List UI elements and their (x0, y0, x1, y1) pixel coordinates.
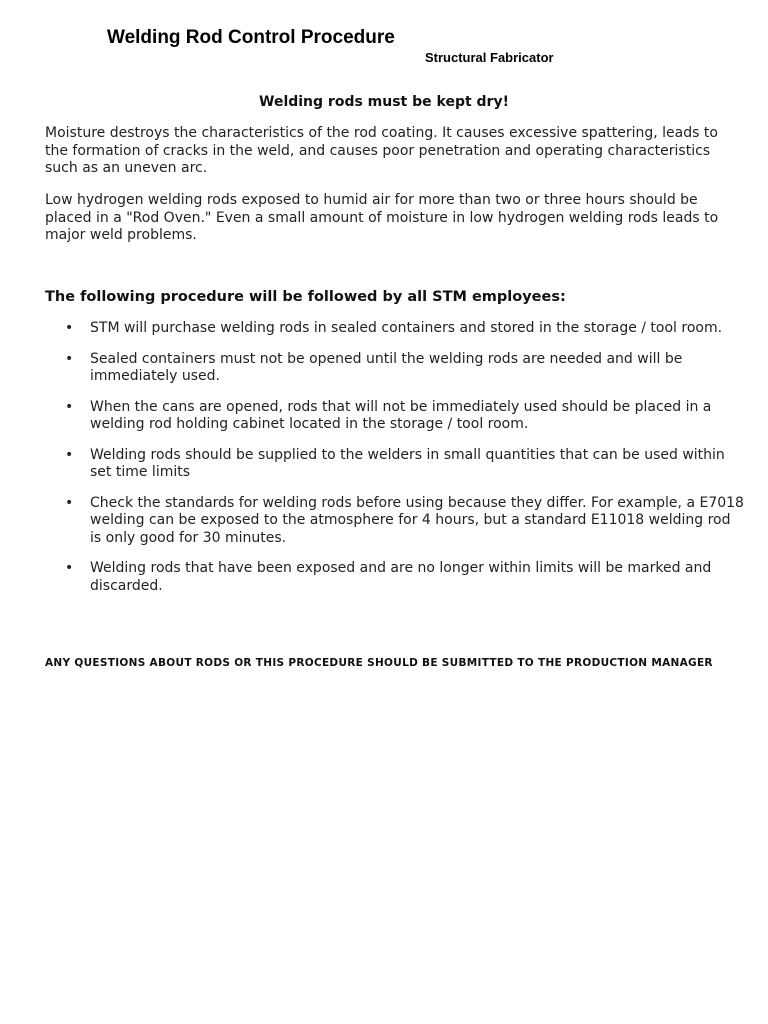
procedure-list (60, 320, 745, 608)
list-item (60, 447, 745, 482)
document-title: Welding Rod Control Procedure (107, 27, 395, 48)
list-item-text: Welding rods that have been exposed and are no longer within limits will be marked and discarded. (90, 560, 712, 594)
procedure-heading: The following procedure will be followed by all STM employees: (45, 289, 566, 305)
list-item-text: When the cans are opened, rods that will not be immediately used should be placed in a welding rod holding cabinet located in the storage / tool room. (90, 398, 712, 432)
list-item (60, 399, 745, 434)
bullet-icon: • (65, 494, 74, 511)
list-item (60, 495, 745, 548)
list-item-text: STM will purchase welding rods in sealed containers and stored in the storage / tool room. (90, 320, 723, 336)
list-item-text: Welding rods should be supplied to the welders in small quantities that can be used within set time limits (90, 446, 725, 480)
list-item (60, 320, 745, 338)
bullet-icon: • (65, 446, 74, 463)
bullet-icon: • (65, 320, 74, 336)
bullet-icon: • (65, 560, 74, 576)
list-item-text: Check the standards for welding rods before using because they differ. For example, a E7018 welding can be exposed to the atmosphere for 4 hours, but a standard E11018 welding rod is only good for 30 minutes. (90, 494, 744, 546)
list-item (60, 560, 745, 595)
paragraph-low-hydrogen: Low hydrogen welding rods exposed to humid air for more than two or three hours should be placed in a "Rod Oven." Even a small amount of moisture in low hydrogen welding rods leads to major weld problems. (45, 192, 719, 243)
section-heading-dry: Welding rods must be kept dry! (259, 94, 509, 110)
document-subtitle: Structural Fabricator (425, 50, 554, 65)
bullet-icon: • (65, 398, 74, 415)
paragraph-moisture: Moisture destroys the characteristics of the rod coating. It causes excessive spattering, leads to the formation of cracks in the weld, and causes poor penetration and operating characteristics such as an uneven arc. (45, 125, 718, 176)
list-item (60, 351, 745, 386)
list-item-text: Sealed containers must not be opened until the welding rods are needed and will be immediately used. (90, 350, 683, 384)
bullet-icon: • (65, 350, 74, 367)
footer-note: ANY QUESTIONS ABOUT RODS OR THIS PROCEDURE SHOULD BE SUBMITTED TO THE PRODUCTION MANAGER (45, 657, 713, 669)
